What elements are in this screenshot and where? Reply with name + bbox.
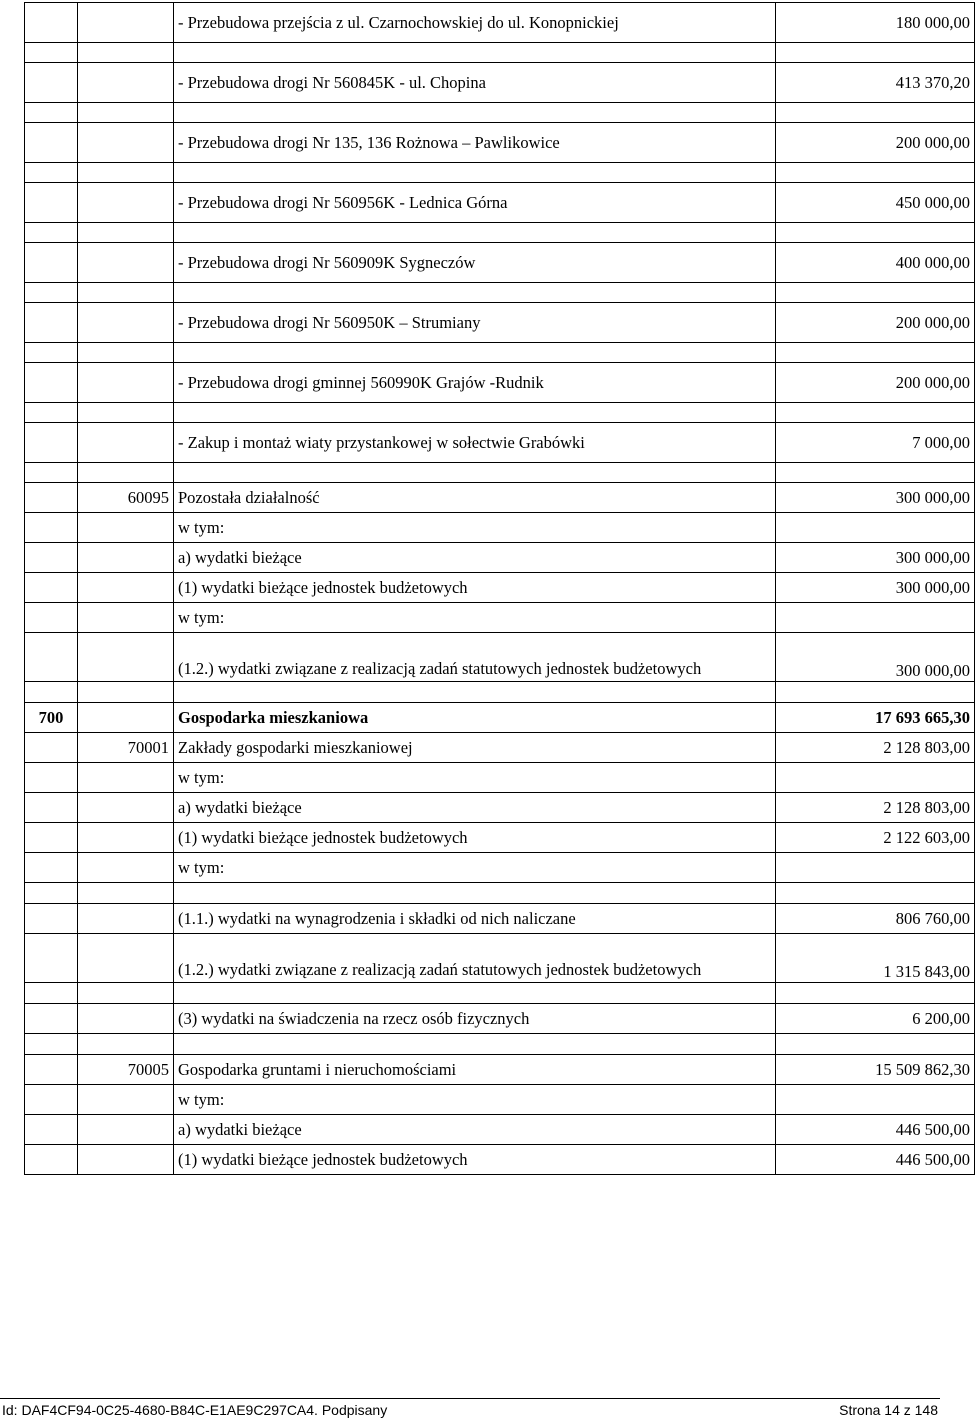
amount-cell xyxy=(776,1034,975,1055)
dzial-cell xyxy=(25,573,78,603)
rozdzial-cell xyxy=(78,363,174,403)
description-cell: - Przebudowa drogi gminnej 560990K Grajów -Rudnik xyxy=(174,363,776,403)
dzial-cell xyxy=(25,763,78,793)
amount-cell xyxy=(776,283,975,303)
amount-cell: 15 509 862,30 xyxy=(776,1055,975,1085)
amount-cell: 7 000,00 xyxy=(776,423,975,463)
description-cell: (1) wydatki bieżące jednostek budżetowych xyxy=(174,1145,776,1175)
amount-cell: 180 000,00 xyxy=(776,3,975,43)
table-row xyxy=(25,63,975,103)
dzial-cell xyxy=(25,733,78,763)
rozdzial-cell xyxy=(78,223,174,243)
table-row xyxy=(25,183,975,223)
dzial-cell xyxy=(25,904,78,934)
table-row xyxy=(25,934,975,983)
dzial-cell xyxy=(25,163,78,183)
table-row xyxy=(25,1145,975,1175)
dzial-cell xyxy=(25,123,78,163)
table-row xyxy=(25,853,975,883)
dzial-cell xyxy=(25,223,78,243)
description-cell xyxy=(174,283,776,303)
table-spacer-row xyxy=(25,343,975,363)
table-row xyxy=(25,543,975,573)
description-cell: w tym: xyxy=(174,603,776,633)
amount-cell xyxy=(776,343,975,363)
rozdzial-cell xyxy=(78,63,174,103)
description-cell xyxy=(174,223,776,243)
table-spacer-row xyxy=(25,883,975,904)
rozdzial-cell xyxy=(78,883,174,904)
amount-cell xyxy=(776,163,975,183)
rozdzial-cell xyxy=(78,103,174,123)
rozdzial-cell xyxy=(78,823,174,853)
dzial-cell xyxy=(25,1145,78,1175)
table-row xyxy=(25,3,975,43)
dzial-cell xyxy=(25,3,78,43)
table-row xyxy=(25,513,975,543)
amount-cell xyxy=(776,463,975,483)
amount-cell: 300 000,00 xyxy=(776,483,975,513)
rozdzial-cell xyxy=(78,543,174,573)
table-row xyxy=(25,483,975,513)
table-row xyxy=(25,763,975,793)
rozdzial-cell xyxy=(78,703,174,733)
rozdzial-cell xyxy=(78,403,174,423)
table-row xyxy=(25,123,975,163)
description-cell: Gospodarka gruntami i nieruchomościami xyxy=(174,1055,776,1085)
dzial-cell xyxy=(25,633,78,682)
dzial-cell xyxy=(25,793,78,823)
table-row xyxy=(25,423,975,463)
table-row xyxy=(25,733,975,763)
table-spacer-row xyxy=(25,103,975,123)
dzial-cell xyxy=(25,463,78,483)
description-cell: w tym: xyxy=(174,513,776,543)
rozdzial-cell xyxy=(78,904,174,934)
amount-cell: 200 000,00 xyxy=(776,123,975,163)
table-spacer-row xyxy=(25,463,975,483)
rozdzial-cell xyxy=(78,682,174,703)
dzial-cell xyxy=(25,1115,78,1145)
dzial-cell xyxy=(25,983,78,1004)
rozdzial-cell xyxy=(78,3,174,43)
description-cell: (1.2.) wydatki związane z realizacją zadań statutowych jednostek budżetowych xyxy=(174,633,776,682)
amount-cell: 200 000,00 xyxy=(776,303,975,343)
table-row xyxy=(25,363,975,403)
rozdzial-cell xyxy=(78,1085,174,1115)
description-cell: - Przebudowa drogi Nr 560909K Sygneczów xyxy=(174,243,776,283)
table-row xyxy=(25,303,975,343)
table-row xyxy=(25,1004,975,1034)
table-spacer-row xyxy=(25,1034,975,1055)
rozdzial-cell: 70001 xyxy=(78,733,174,763)
description-cell: Gospodarka mieszkaniowa xyxy=(174,703,776,733)
rozdzial-cell xyxy=(78,43,174,63)
rozdzial-cell xyxy=(78,343,174,363)
dzial-cell xyxy=(25,363,78,403)
description-cell xyxy=(174,883,776,904)
dzial-cell xyxy=(25,1055,78,1085)
rozdzial-cell xyxy=(78,423,174,463)
table-row xyxy=(25,573,975,603)
rozdzial-cell xyxy=(78,123,174,163)
dzial-cell xyxy=(25,423,78,463)
amount-cell xyxy=(776,223,975,243)
description-cell: - Przebudowa drogi Nr 560956K - Lednica Górna xyxy=(174,183,776,223)
amount-cell xyxy=(776,883,975,904)
dzial-cell xyxy=(25,303,78,343)
rozdzial-cell xyxy=(78,633,174,682)
description-cell: a) wydatki bieżące xyxy=(174,1115,776,1145)
description-cell: (1) wydatki bieżące jednostek budżetowych xyxy=(174,573,776,603)
rozdzial-cell xyxy=(78,463,174,483)
description-cell: Zakłady gospodarki mieszkaniowej xyxy=(174,733,776,763)
dzial-cell xyxy=(25,183,78,223)
amount-cell xyxy=(776,43,975,63)
dzial-cell xyxy=(25,243,78,283)
table-row xyxy=(25,243,975,283)
table-spacer-row xyxy=(25,983,975,1004)
description-cell xyxy=(174,43,776,63)
dzial-cell xyxy=(25,43,78,63)
amount-cell: 450 000,00 xyxy=(776,183,975,223)
amount-cell xyxy=(776,1085,975,1115)
description-cell: - Przebudowa przejścia z ul. Czarnochowskiej do ul. Konopnickiej xyxy=(174,3,776,43)
amount-cell: 17 693 665,30 xyxy=(776,703,975,733)
table-row xyxy=(25,1055,975,1085)
page-footer xyxy=(0,1398,940,1419)
table-row xyxy=(25,1115,975,1145)
amount-cell: 200 000,00 xyxy=(776,363,975,403)
rozdzial-cell xyxy=(78,793,174,823)
description-cell xyxy=(174,163,776,183)
table-row xyxy=(25,603,975,633)
description-cell xyxy=(174,1034,776,1055)
amount-cell: 2 128 803,00 xyxy=(776,733,975,763)
table-row xyxy=(25,703,975,733)
rozdzial-cell xyxy=(78,243,174,283)
table-spacer-row xyxy=(25,163,975,183)
table-row xyxy=(25,1085,975,1115)
dzial-cell: 700 xyxy=(25,703,78,733)
rozdzial-cell xyxy=(78,1034,174,1055)
amount-cell: 2 122 603,00 xyxy=(776,823,975,853)
table-row xyxy=(25,633,975,682)
rozdzial-cell xyxy=(78,303,174,343)
amount-cell: 300 000,00 xyxy=(776,573,975,603)
amount-cell xyxy=(776,603,975,633)
rozdzial-cell xyxy=(78,573,174,603)
description-cell: (1.1.) wydatki na wynagrodzenia i składki od nich naliczane xyxy=(174,904,776,934)
page-number: Strona 14 z 148 xyxy=(839,1402,938,1418)
rozdzial-cell xyxy=(78,1115,174,1145)
amount-cell xyxy=(776,853,975,883)
description-cell: - Przebudowa drogi Nr 560950K – Strumiany xyxy=(174,303,776,343)
dzial-cell xyxy=(25,682,78,703)
description-cell: (1.2.) wydatki związane z realizacją zadań statutowych jednostek budżetowych xyxy=(174,934,776,983)
table-row xyxy=(25,823,975,853)
table-row xyxy=(25,793,975,823)
rozdzial-cell xyxy=(78,853,174,883)
dzial-cell xyxy=(25,883,78,904)
dzial-cell xyxy=(25,283,78,303)
rozdzial-cell: 70005 xyxy=(78,1055,174,1085)
amount-cell: 446 500,00 xyxy=(776,1145,975,1175)
rozdzial-cell: 60095 xyxy=(78,483,174,513)
amount-cell xyxy=(776,513,975,543)
amount-cell xyxy=(776,763,975,793)
rozdzial-cell xyxy=(78,763,174,793)
amount-cell: 300 000,00 xyxy=(776,543,975,573)
dzial-cell xyxy=(25,823,78,853)
amount-cell: 6 200,00 xyxy=(776,1004,975,1034)
dzial-cell xyxy=(25,513,78,543)
rozdzial-cell xyxy=(78,934,174,983)
amount-cell xyxy=(776,682,975,703)
rozdzial-cell xyxy=(78,1004,174,1034)
table-spacer-row xyxy=(25,43,975,63)
table-spacer-row xyxy=(25,223,975,243)
description-cell: w tym: xyxy=(174,1085,776,1115)
description-cell: - Przebudowa drogi Nr 560845K - ul. Chopina xyxy=(174,63,776,103)
rozdzial-cell xyxy=(78,283,174,303)
amount-cell: 400 000,00 xyxy=(776,243,975,283)
budget-table xyxy=(24,2,975,1175)
rozdzial-cell xyxy=(78,603,174,633)
description-cell xyxy=(174,343,776,363)
amount-cell: 300 000,00 xyxy=(776,633,975,682)
dzial-cell xyxy=(25,934,78,983)
dzial-cell xyxy=(25,543,78,573)
dzial-cell xyxy=(25,603,78,633)
amount-cell xyxy=(776,103,975,123)
description-cell xyxy=(174,103,776,123)
description-cell: a) wydatki bieżące xyxy=(174,793,776,823)
amount-cell: 413 370,20 xyxy=(776,63,975,103)
dzial-cell xyxy=(25,1004,78,1034)
amount-cell: 446 500,00 xyxy=(776,1115,975,1145)
dzial-cell xyxy=(25,1034,78,1055)
description-cell: w tym: xyxy=(174,763,776,793)
description-cell xyxy=(174,403,776,423)
rozdzial-cell xyxy=(78,983,174,1004)
description-cell: (3) wydatki na świadczenia na rzecz osób fizycznych xyxy=(174,1004,776,1034)
amount-cell: 806 760,00 xyxy=(776,904,975,934)
amount-cell: 1 315 843,00 xyxy=(776,934,975,983)
rozdzial-cell xyxy=(78,513,174,543)
rozdzial-cell xyxy=(78,1145,174,1175)
description-cell: - Zakup i montaż wiaty przystankowej w sołectwie Grabówki xyxy=(174,423,776,463)
dzial-cell xyxy=(25,403,78,423)
dzial-cell xyxy=(25,853,78,883)
dzial-cell xyxy=(25,343,78,363)
description-cell: (1) wydatki bieżące jednostek budżetowych xyxy=(174,823,776,853)
dzial-cell xyxy=(25,103,78,123)
rozdzial-cell xyxy=(78,183,174,223)
table-spacer-row xyxy=(25,283,975,303)
description-cell: a) wydatki bieżące xyxy=(174,543,776,573)
amount-cell xyxy=(776,403,975,423)
table-row xyxy=(25,904,975,934)
dzial-cell xyxy=(25,1085,78,1115)
table-spacer-row xyxy=(25,403,975,423)
description-cell xyxy=(174,682,776,703)
dzial-cell xyxy=(25,63,78,103)
amount-cell xyxy=(776,983,975,1004)
rozdzial-cell xyxy=(78,163,174,183)
description-cell: - Przebudowa drogi Nr 135, 136 Rożnowa – Pawlikowice xyxy=(174,123,776,163)
description-cell xyxy=(174,463,776,483)
description-cell: Pozostała działalność xyxy=(174,483,776,513)
description-cell: w tym: xyxy=(174,853,776,883)
budget-table-body xyxy=(25,3,975,1175)
table-spacer-row xyxy=(25,682,975,703)
dzial-cell xyxy=(25,483,78,513)
amount-cell: 2 128 803,00 xyxy=(776,793,975,823)
document-id: Id: DAF4CF94-0C25-4680-B84C-E1AE9C297CA4. Podpisany xyxy=(2,1402,388,1418)
description-cell xyxy=(174,983,776,1004)
